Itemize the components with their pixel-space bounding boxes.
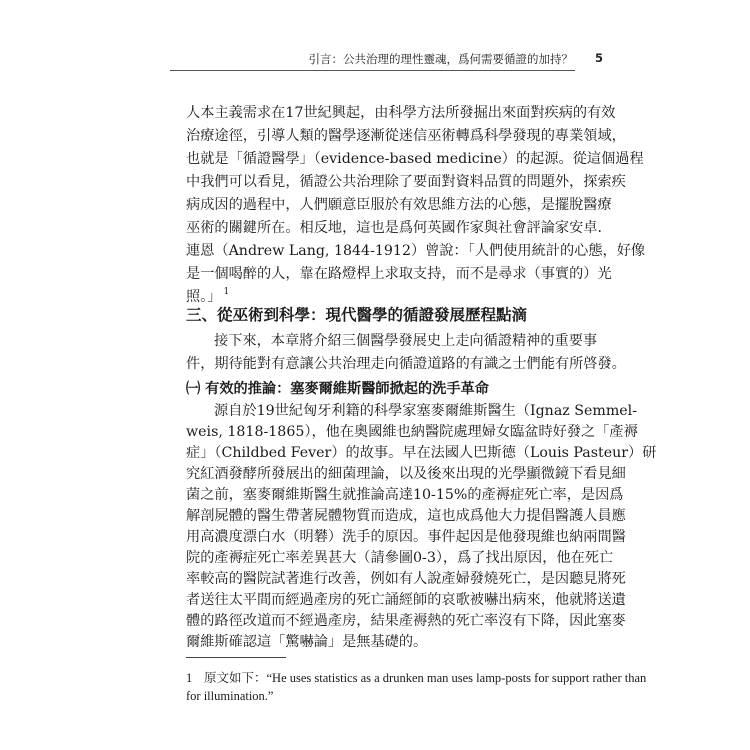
paragraph1-line: 治療途徑，引導人類的醫學逐漸從迷信巫術轉爲科學發現的專業領域， [186,128,626,144]
footnote-text: 原文如下：“He uses statistics as a drunken man uses lamp-posts for support rather than [204,671,647,685]
footnote-divider [186,657,286,658]
page-number: 5 [594,51,603,65]
running-header [170,51,603,67]
footnote-marker[interactable]: 1 [223,287,230,297]
paragraph1-line: 人本主義需求在17世紀興起，由科學方法所發掘出來面對疾病的有效 [186,105,616,121]
paragraph2-line: 接下來，本章將介紹三個醫學發展史上走向循證精神的重要事 [214,333,598,349]
paragraph1-line: 也就是「循證醫學」（evidence-based medicine）的起源。從這個過程 [186,151,644,167]
paragraph3-line: weis, 1818-1865），他在奧國維也納醫院處理婦女臨盆時好發之「產褥 [186,424,638,440]
footnote-line-2: for illumination.” [186,689,274,703]
header-divider [170,70,575,71]
paragraph3-line: 用高濃度漂白水（明礬）洗手的原因。事件起因是他發現維也納兩間醫 [186,529,626,545]
paragraph1-line: 中我們可以看見，循證公共治理除了要面對資料品質的問題外，探索疾 [186,174,626,190]
paragraph2-line: 件，期待能對有意讓公共治理走向循證道路的有識之士們能有所啓發。 [186,356,626,372]
paragraph3-line: 源自於19世紀匈牙利籍的科學家塞麥爾維斯醫生（Ignaz Semmel- [214,403,638,419]
paragraph3-line: 爾維斯確認這「驚嚇論」是無基礎的。 [186,634,428,650]
paragraph1-line: 照。」 [186,289,222,305]
subsection-heading: ㈠ 有效的推論：塞麥爾維斯醫師掀起的洗手革命 [186,381,489,397]
footnote-number: 1 [186,671,193,685]
paragraph3-line: 體的路徑改道而不經過產房，結果產褥熱的死亡率沒有下降，因此塞麥 [186,613,626,629]
paragraph3-line: 症」（Childbed Fever）的故事。早在法國人巴斯德（Louis Pasteur）研 [186,445,657,461]
running-header-title: 引言：公共治理的理性靈魂，爲何需要循證的加持？ [308,52,573,66]
paragraph1-line: 是一個喝醉的人，靠在路燈桿上求取支持，而不是尋求（事實的）光 [186,266,612,282]
paragraph3-line: 解剖屍體的醫生帶著屍體物質而造成，這也成爲他大力提倡醫護人員應 [186,508,626,524]
paragraph1-line: 病成因的過程中，人們願意臣服於有效思維方法的心態，是擺脫醫療 [186,197,612,213]
paragraph3-line: 究紅酒發酵所發展出的細菌理論，以及後來出現的光學顯微鏡下看見細 [186,466,626,482]
footnote-line-1 [186,670,647,686]
paragraph1-line: 巫術的關鍵所在。相反地，這也是爲何英國作家與社會評論家安卓． [186,220,612,236]
paragraph3-line: 率較高的醫院試著進行改善，例如有人說產婦發燒死亡，是因聽見將死 [186,571,626,587]
paragraph3-line: 者送往太平間而經過產房的死亡誦經師的哀歌被嚇出病來，他就將送遺 [186,592,626,608]
paragraph3-line: 院的產褥症死亡率差異甚大（請參圖0-3），爲了找出原因，他在死亡 [186,550,614,566]
paragraph1-line: 連恩（Andrew Lang, 1844-1912）曾說：「人們使用統計的心態，好像 [186,243,646,259]
paragraph3-line: 菌之前，塞麥爾維斯醫生就推論高達10-15%的產褥症死亡率，是因爲 [186,487,624,503]
section-heading: 三、從巫術到科學：現代醫學的循證發展歷程點滴 [186,306,528,324]
